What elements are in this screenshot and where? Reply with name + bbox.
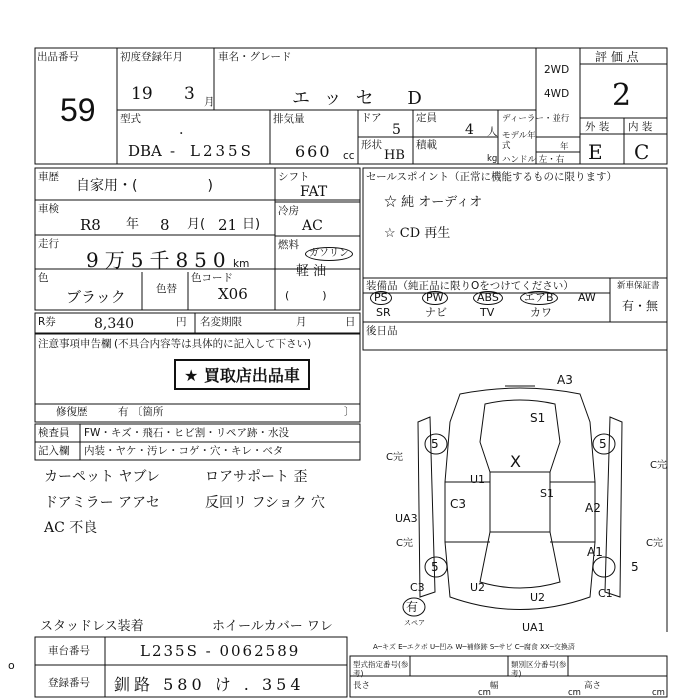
dealer-label: ディーラー・並行 bbox=[502, 114, 570, 124]
inspection-year-unit: 年 bbox=[126, 217, 140, 232]
mark-ua3: UA3 bbox=[395, 512, 418, 525]
spare-value: 有 bbox=[406, 600, 419, 614]
month-unit: 月 bbox=[204, 96, 215, 108]
fuel-label: 燃料 bbox=[278, 239, 299, 251]
car-name: エッセ D bbox=[292, 88, 436, 109]
spare-label: スペア bbox=[404, 619, 425, 627]
warranty-value: 有・無 bbox=[622, 299, 659, 313]
equipment-label: 装備品（純正品に限りOをつけてください） bbox=[366, 280, 574, 292]
lot-label: 出品番号 bbox=[37, 51, 79, 63]
inspector-options: FW・キズ・飛石・ヒビ割・リペア跡・水没 bbox=[84, 427, 290, 439]
remark-3: AC 不良 bbox=[44, 520, 98, 536]
mark-s1-mid: S1 bbox=[540, 487, 554, 500]
chassis-label: 車台番号 bbox=[48, 645, 90, 657]
mark-s1-top: S1 bbox=[530, 411, 546, 425]
remark-1: カーペット ヤブレ bbox=[44, 469, 160, 485]
mark-a1: A1 bbox=[587, 545, 603, 559]
mark-x: X bbox=[510, 452, 521, 471]
inspection-label: 車検 bbox=[38, 203, 59, 215]
mark-c3-low: C3 bbox=[410, 581, 425, 594]
mark-c-right2: C完 bbox=[646, 538, 663, 549]
model-prefix: DBA bbox=[128, 142, 162, 160]
reg-label: 登録番号 bbox=[48, 677, 90, 689]
drive-4wd: 4WD bbox=[544, 88, 570, 100]
fuel-paren: ( ) bbox=[285, 289, 327, 302]
equip-airbag: エアB bbox=[520, 291, 558, 305]
cc-unit: cc bbox=[343, 150, 355, 162]
doors-value: 5 bbox=[392, 122, 401, 138]
meigi-month: 月 bbox=[296, 316, 307, 328]
car-name-label: 車名・グレード bbox=[218, 51, 292, 63]
mark-c-left: C完 bbox=[386, 452, 403, 463]
mark-ua1: UA1 bbox=[522, 621, 545, 634]
retrofit-label: 後日品 bbox=[366, 325, 398, 337]
mark-c3: C3 bbox=[450, 497, 467, 511]
buyer-stamp: ★ 買取店出品車 bbox=[174, 359, 310, 390]
usage-label: 車歴 bbox=[38, 171, 59, 183]
color-change-label: 色替 bbox=[156, 283, 177, 295]
lot-number: 59 bbox=[60, 92, 96, 128]
equip-pw: PW bbox=[422, 291, 448, 305]
inspection-day: 21 bbox=[218, 216, 238, 234]
drive-2wd: 2WD bbox=[544, 64, 570, 76]
equip-tv: TV bbox=[480, 306, 495, 319]
kg-unit: kg bbox=[487, 154, 498, 164]
displacement-value: 660 bbox=[295, 142, 332, 161]
equip-abs: ABS bbox=[473, 291, 503, 305]
shape-value: HB bbox=[384, 148, 405, 163]
entry-label: 記入欄 bbox=[38, 445, 70, 457]
length-label: 長さ bbox=[353, 681, 371, 691]
year-unit: 年 bbox=[560, 142, 569, 152]
tire-rl: 5 bbox=[431, 560, 439, 574]
equip-ps: PS bbox=[370, 291, 392, 305]
height-cm: cm bbox=[652, 688, 665, 698]
spec-label: 型式指定番号(参考) bbox=[353, 660, 409, 678]
fuel-gasoline: ガソリン bbox=[305, 247, 353, 261]
meigi-label: 名変期限 bbox=[200, 316, 242, 328]
sales-point-1: ☆ 純 オーディオ bbox=[384, 195, 483, 210]
fuel-diesel: 軽 油 bbox=[296, 264, 327, 279]
warranty-label: 新車保証書 bbox=[617, 281, 660, 291]
mark-c1: C1 bbox=[598, 587, 613, 600]
tire-fl: 5 bbox=[431, 437, 439, 451]
mileage-label: 走行 bbox=[38, 238, 59, 250]
first-reg-year: 19 bbox=[131, 84, 153, 104]
grade-label: 評 価 点 bbox=[595, 50, 639, 64]
equip-navi: ナビ bbox=[425, 306, 447, 319]
mileage-value: 9万5千850 bbox=[86, 248, 232, 272]
inspection-month-unit: 月( bbox=[187, 217, 206, 232]
yen-unit: 円 bbox=[176, 316, 187, 328]
tire-rr: 5 bbox=[631, 560, 639, 574]
first-reg-month: 3 bbox=[184, 84, 195, 104]
inspection-era: R8 bbox=[80, 216, 101, 234]
exterior-label: 外 装 bbox=[585, 121, 610, 133]
equip-sr: SR bbox=[376, 306, 391, 319]
notes-sub: (不具合内容等は具体的に記入して下さい) bbox=[114, 338, 312, 350]
class-label: 類別区分番号(参考) bbox=[511, 660, 567, 678]
mark-u2-left: U2 bbox=[470, 581, 486, 594]
capacity-value: 4 bbox=[465, 122, 474, 138]
reg-value: 釧路 580 け . 354 bbox=[114, 675, 305, 694]
handle-label: ハンドル 左・右 bbox=[502, 155, 565, 165]
mark-u2: U2 bbox=[530, 591, 546, 604]
width-cm: cm bbox=[568, 688, 581, 698]
notes-label: 注意事項申告欄 bbox=[38, 338, 112, 350]
ac-label: 冷房 bbox=[278, 205, 299, 217]
width-label: 幅 bbox=[490, 681, 499, 691]
mark-a2: A2 bbox=[585, 501, 601, 515]
color-label: 色 bbox=[38, 272, 49, 284]
mark-c-right: C完 bbox=[650, 460, 667, 471]
equip-kawa: カワ bbox=[530, 306, 552, 319]
recycle-amount: 8,340 bbox=[94, 316, 135, 332]
model-dash: - bbox=[170, 142, 176, 160]
chassis-value: L235S - 0062589 bbox=[140, 642, 301, 660]
sales-points-label: セールスポイント（正常に機能するものに限ります） bbox=[366, 171, 618, 183]
capacity-unit: 人 bbox=[487, 126, 498, 138]
usage-value: 自家用・( ) bbox=[76, 178, 213, 194]
repair-value: 有 〔箇所 bbox=[118, 406, 164, 418]
model-code: L235S bbox=[190, 142, 254, 160]
model-year-label: モデル年式 bbox=[502, 131, 536, 151]
studless-note: スタッドレス装着 bbox=[40, 619, 144, 634]
mark-u1-top: U1 bbox=[470, 473, 486, 486]
sales-point-2: ☆ CD 再生 bbox=[384, 226, 451, 241]
tire-fr: 5 bbox=[599, 437, 607, 451]
capacity-label: 定員 bbox=[416, 112, 437, 124]
remark-right-2: 反回リ フショク 穴 bbox=[205, 495, 326, 511]
first-reg-label: 初度登録年月 bbox=[120, 51, 183, 63]
model-dot: ・ bbox=[176, 128, 187, 140]
interior-label: 内 装 bbox=[628, 121, 653, 133]
exterior-grade: E bbox=[588, 140, 603, 164]
mark-c-left2: C完 bbox=[396, 538, 413, 549]
remark-right-1: ロアサポート 歪 bbox=[205, 469, 308, 485]
length-cm: cm bbox=[478, 688, 491, 698]
displacement-label: 排気量 bbox=[273, 113, 305, 125]
remark-2: ドアミラー アアセ bbox=[44, 495, 160, 511]
inspection-month: 8 bbox=[160, 216, 170, 234]
damage-legend: A─キズ E─エクボ U─凹み W─補修跡 S─サビ C─腐食 XX─交換済 bbox=[373, 643, 575, 651]
inspector-label: 検査員 bbox=[38, 427, 70, 439]
shift-label: シフト bbox=[278, 171, 310, 183]
mileage-unit: km bbox=[233, 258, 250, 270]
color-value: ブラック bbox=[66, 288, 126, 306]
model-label: 型式 bbox=[120, 113, 141, 125]
shift-value: FAT bbox=[300, 184, 328, 200]
load-label: 積載 bbox=[416, 139, 437, 151]
punch-hole-mark: o bbox=[8, 659, 15, 672]
color-code-value: X06 bbox=[218, 285, 248, 303]
doors-label: ドア bbox=[361, 112, 382, 124]
color-code-label: 色コード bbox=[191, 272, 233, 284]
mark-a3: A3 bbox=[557, 373, 573, 387]
entry-options: 内装・ヤケ・汚レ・コゲ・穴・キレ・ベタ bbox=[84, 445, 284, 457]
meigi-day: 日 bbox=[345, 316, 356, 328]
repair-label: 修復歴 bbox=[56, 406, 88, 418]
ac-value: AC bbox=[302, 218, 323, 234]
equip-aw: AW bbox=[578, 291, 596, 304]
height-label: 高さ bbox=[584, 681, 602, 691]
wheel-cover-note: ホイールカバー ワレ bbox=[212, 619, 333, 634]
inspection-day-unit: 日) bbox=[242, 217, 261, 232]
shape-label: 形状 bbox=[361, 139, 382, 151]
recycle-label: R券 bbox=[38, 316, 56, 328]
grade-value: 2 bbox=[612, 78, 632, 113]
repair-close: 〕 bbox=[344, 406, 355, 418]
interior-grade: C bbox=[634, 140, 650, 164]
